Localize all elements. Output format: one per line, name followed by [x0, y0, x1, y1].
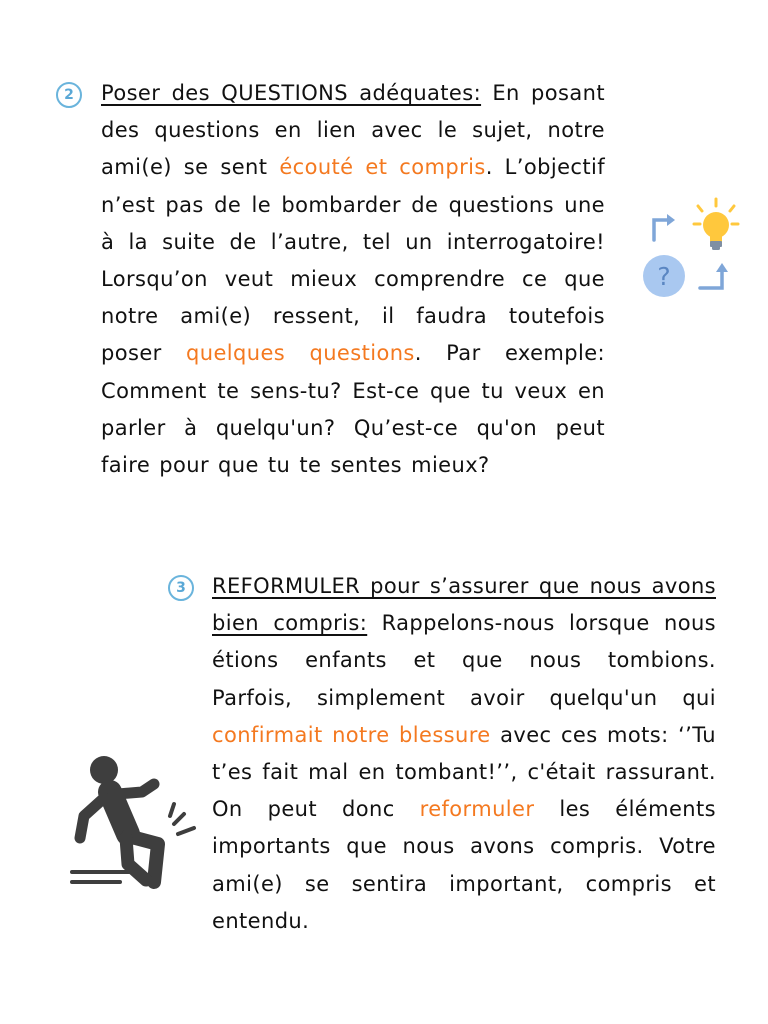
step-number-3: 3 — [168, 575, 194, 601]
step-number-2: 2 — [56, 82, 82, 108]
section-questions-heading: Poser des QUESTIONS adéquates: — [101, 81, 482, 105]
person-slipping-icon — [66, 754, 206, 890]
text-run: . L’objectif n’est pas de le bombarder de questions une à la suite de l’autre, tel un interrogatoire! Lorsqu’on veut mieux comprendre ce que notre ami(e) ressent, il faudra toutefois poser — [101, 155, 606, 366]
section-reformuler — [212, 568, 716, 940]
text-run: . Par exemple: Comment te sens-tu? Est-ce que tu veux en parler à quelqu'un? Qu’est-ce qu'on peut faire pour que tu te sentes mieux? — [101, 341, 606, 478]
text-run: avec ces mots: ‘’Tu t’es fait mal en tombant!’’, c'était rassurant. On peut donc — [212, 722, 716, 822]
section-questions-text — [101, 75, 605, 484]
highlight-reformuler: reformuler — [419, 797, 535, 822]
section-reformuler-text — [212, 568, 716, 940]
text-run: les éléments importants que nous avons compris. Votre ami(e) se sentira important, compris et entendu. — [212, 797, 716, 933]
highlight-ecoute-compris: écouté et compris — [279, 155, 486, 180]
section-questions — [101, 75, 605, 484]
section-reformuler-heading: REFORMULER pour s’assurer que nous avons bien compris: — [212, 574, 716, 636]
question-lightbulb-icon — [640, 196, 740, 302]
svg-text:?: ? — [657, 262, 671, 291]
highlight-quelques-questions: quelques questions — [186, 341, 415, 366]
text-run: En posant des questions en lien avec le sujet, notre ami(e) se sent — [101, 81, 605, 180]
text-run: Rappelons-nous lorsque nous étions enfants et que nous tombions. Parfois, simplement avoir quelqu'un qui — [212, 611, 716, 710]
highlight-confirmait-blessure: confirmait notre blessure — [212, 722, 491, 747]
